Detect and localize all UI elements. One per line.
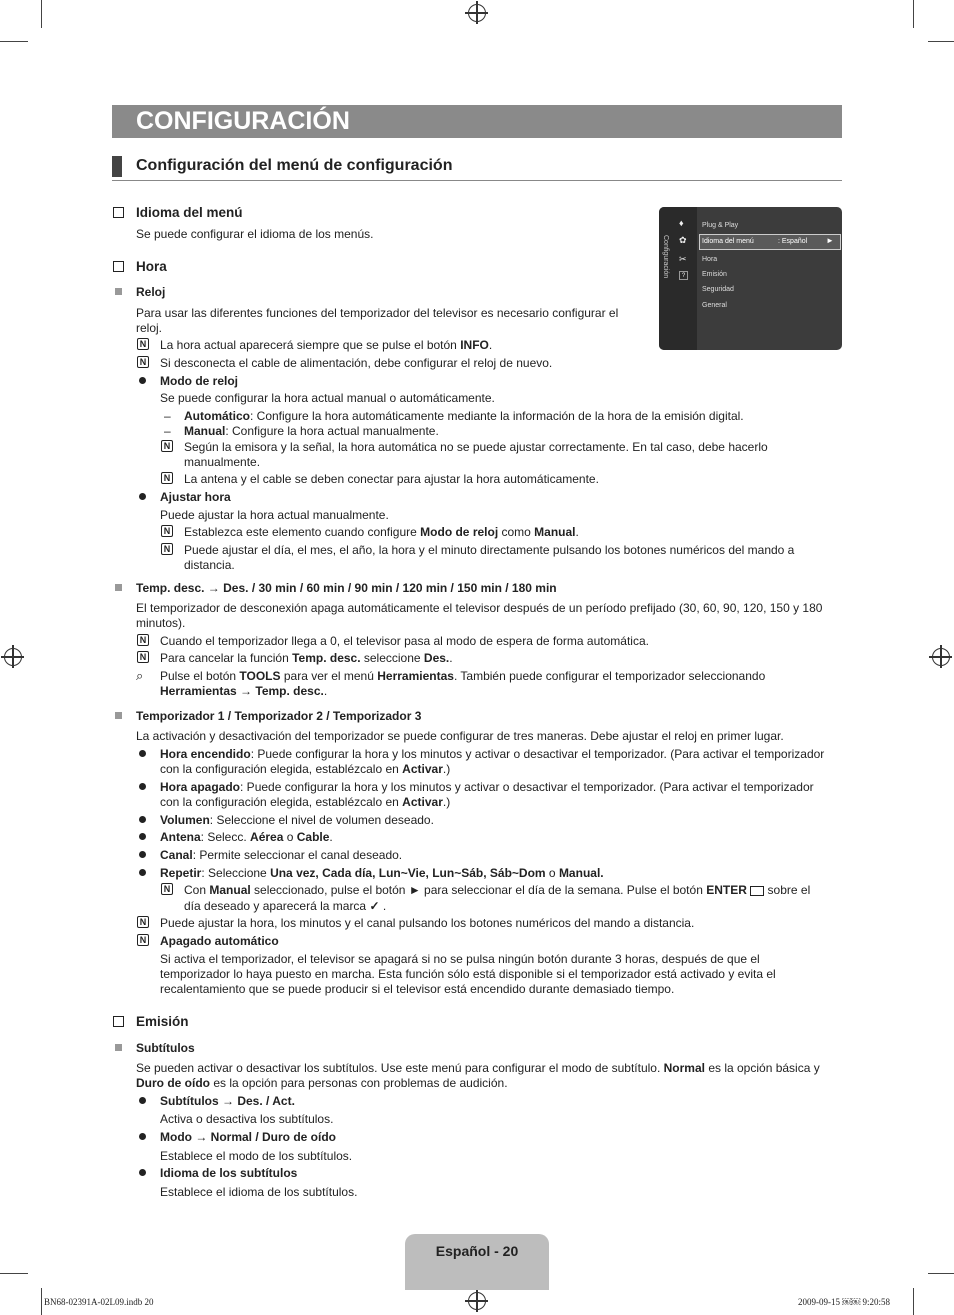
subtitulos-text: Duro de oído es la opción para personas con problemas de audición. xyxy=(136,1076,508,1090)
crop-mark xyxy=(913,0,914,28)
modo-label: Modo de reloj xyxy=(160,374,238,388)
footer-file: BN68-02391A-02L09.indb 20 xyxy=(44,1297,154,1307)
note-text: La hora actual aparecerá siempre que se pulse el botón INFO. xyxy=(160,338,493,352)
page-title: CONFIGURACIÓN xyxy=(112,105,842,138)
tools-text: Herramientas → Temp. desc.. xyxy=(160,684,328,698)
option-text: Activa o desactiva los subtítulos. xyxy=(160,1112,334,1126)
tools-text: Pulse el botón TOOLS para ver el menú Herramientas. También puede configurar el temporizador seleccionando xyxy=(160,669,766,683)
temporizador-text: La activación y desactivación del temporizador se puede configurar de tres maneras. Debe ajustar el reloj en primer lugar. xyxy=(136,729,784,743)
footer-date: 2009-09-15 ￼￼ 9:20:58 xyxy=(798,1297,890,1307)
support-icon: ✂ xyxy=(679,254,687,264)
bullet-icon xyxy=(139,1133,146,1140)
menu-screenshot xyxy=(659,207,842,350)
heading-hora: Hora xyxy=(136,259,167,274)
idioma-text: Se puede configurar el idioma de los menús. xyxy=(136,227,374,241)
option-label: Idioma de los subtítulos xyxy=(160,1166,298,1180)
antena: Antena: Selecc. Aérea o Cable. xyxy=(160,830,333,844)
note-icon: N xyxy=(137,916,149,928)
crop-mark xyxy=(41,0,42,28)
bullet-icon xyxy=(139,493,146,500)
help-icon: ? xyxy=(679,271,688,280)
reloj-text: reloj. xyxy=(136,321,163,335)
heading-emision: Emisión xyxy=(136,1014,189,1029)
checkbox-icon xyxy=(113,261,124,272)
auto-option: Automático: Configure la hora automáticamente mediante la información de la hora de la emisión digital. xyxy=(184,409,744,423)
heading-idioma: Idioma del menú xyxy=(136,205,243,220)
square-bullet-icon xyxy=(115,712,122,719)
bullet-icon xyxy=(139,833,146,840)
registration-mark-icon xyxy=(468,1292,486,1310)
subtitulos-text: Se pueden activar o desactivar los subtítulos. Use este menú para configurar el modo de subtítulo. Normal es la opción básica y xyxy=(136,1061,820,1075)
repetir: Repetir: Seleccione Una vez, Cada día, Lun~Vie, Lun~Sáb, Sáb~Dom o Manual. xyxy=(160,866,604,880)
note-text: Según la emisora y la señal, la hora automática no se puede ajustar correctamente. En tal caso, debe hacerlo xyxy=(184,440,768,454)
enter-icon xyxy=(750,886,764,896)
menu-item-selected: Idioma del menú xyxy=(702,238,754,245)
note-icon: N xyxy=(161,525,173,537)
bullet-icon xyxy=(139,851,146,858)
note-text: Cuando el temporizador llega a 0, el televisor pasa al modo de espera de forma automática. xyxy=(160,634,649,648)
menu-item: Plug & Play xyxy=(702,222,739,229)
square-bullet-icon xyxy=(115,1044,122,1051)
hora-apagado: Hora apagado: Puede configurar la hora y los minutos y activar o desactivar el temporizador. (Para activar el temporizador xyxy=(160,780,814,794)
section-title xyxy=(112,156,842,181)
registration-mark-icon xyxy=(468,4,486,22)
subtitulos-label: Subtítulos xyxy=(136,1041,195,1055)
section-marker xyxy=(112,156,122,177)
apagado-label: Apagado automático xyxy=(160,934,279,948)
note-text: distancia. xyxy=(184,558,235,572)
note-icon: N xyxy=(137,651,149,663)
note-icon: N xyxy=(137,338,149,350)
temp-desc-text: El temporizador de desconexión apaga automáticamente el televisor después de un período prefijado (30, 60, 90, 120, 150 y 180 xyxy=(136,601,823,615)
settings-icon: ✿ xyxy=(679,235,687,245)
volumen: Volumen: Seleccione el nivel de volumen deseado. xyxy=(160,813,434,827)
input-icon: ♦ xyxy=(679,218,684,228)
note-icon: N xyxy=(161,472,173,484)
dash-icon: – xyxy=(164,424,171,438)
bullet-icon xyxy=(139,750,146,757)
reloj-label: Reloj xyxy=(136,285,166,299)
note-icon: N xyxy=(161,543,173,555)
menu-sidebar xyxy=(659,207,697,350)
bullet-icon xyxy=(139,783,146,790)
check-icon: ✓ xyxy=(369,899,380,913)
checkbox-icon xyxy=(113,207,124,218)
bullet-icon xyxy=(139,377,146,384)
hora-encendido: con la configuración elegida, establézcalo en Activar.) xyxy=(160,762,451,776)
note-text: La antena y el cable se deben conectar para ajustar la hora automáticamente. xyxy=(184,472,599,486)
note-icon: N xyxy=(137,934,149,946)
manual-option: Manual: Configure la hora actual manualmente. xyxy=(184,424,439,438)
menu-item: Emisión xyxy=(702,271,727,278)
bullet-icon xyxy=(139,1097,146,1104)
menu-side-label: Configuración xyxy=(662,235,669,279)
menu-item: Hora xyxy=(702,256,718,263)
ajustar-text: Puede ajustar la hora actual manualmente. xyxy=(160,508,389,522)
note-text: Con Manual seleccionado, pulse el botón ► para seleccionar el día de la semana. Pulse el botón ENTER sobre el xyxy=(184,883,811,897)
section-title-text: Configuración del menú de configuración xyxy=(136,157,453,174)
square-bullet-icon xyxy=(115,288,122,295)
crop-mark xyxy=(928,41,954,42)
dash-icon: – xyxy=(164,409,171,423)
checkbox-icon xyxy=(113,1016,124,1027)
bullet-icon xyxy=(139,816,146,823)
option-text: Establece el modo de los subtítulos. xyxy=(160,1149,353,1163)
option-label: Subtítulos → Des. / Act. xyxy=(160,1094,295,1108)
bullet-icon xyxy=(139,869,146,876)
note-text: Para cancelar la función Temp. desc. seleccione Des.. xyxy=(160,651,453,665)
option-label: Modo → Normal / Duro de oído xyxy=(160,1130,336,1144)
crop-mark xyxy=(41,1288,42,1315)
square-bullet-icon xyxy=(115,584,122,591)
ajustar-label: Ajustar hora xyxy=(160,490,231,504)
hora-encendido: Hora encendido: Puede configurar la hora y los minutos y activar o desactivar el temporizador. (Para activar el temporizador xyxy=(160,747,825,761)
note-icon: N xyxy=(161,883,173,895)
note-text: día deseado y aparecerá la marca ✓ . xyxy=(184,899,387,913)
option-text: Establece el idioma de los subtítulos. xyxy=(160,1185,358,1199)
modo-text: Se puede configurar la hora actual manual o automáticamente. xyxy=(160,391,495,405)
crop-mark xyxy=(913,1288,914,1315)
crop-mark xyxy=(928,1273,954,1274)
note-icon: N xyxy=(137,356,149,368)
menu-selected-value: : Español xyxy=(778,238,808,245)
apagado-text: recalentamiento que se puede producir si el televisor está encendido durante demasiado tiempo. xyxy=(160,982,675,996)
note-text: manualmente. xyxy=(184,455,261,469)
registration-mark-icon xyxy=(4,648,22,666)
apagado-text: temporizador lo haya puesto en marcha. Esta función sólo está disponible si el temporizador está activado y evita el xyxy=(160,967,776,981)
apagado-text: Si activa el temporizador, el televisor se apagará si no se pulsa ningún botón durante 3 horas, después de que el xyxy=(160,952,760,966)
crop-mark xyxy=(0,1273,28,1274)
menu-item: General xyxy=(702,302,727,309)
canal: Canal: Permite seleccionar el canal deseado. xyxy=(160,848,403,862)
bullet-icon xyxy=(139,1169,146,1176)
note-icon: N xyxy=(137,634,149,646)
page-number-tab: Español - 20 xyxy=(405,1234,549,1290)
crop-mark xyxy=(0,41,28,42)
registration-mark-icon xyxy=(932,648,950,666)
hora-apagado: con la configuración elegida, establézcalo en Activar.) xyxy=(160,795,451,809)
note-text: Puede ajustar la hora, los minutos y el canal pulsando los botones numéricos del mando a distancia. xyxy=(160,916,695,930)
temp-desc-text: minutos). xyxy=(136,616,186,630)
tools-icon: ⌕ xyxy=(136,668,144,683)
note-icon: N xyxy=(161,440,173,452)
note-text: Establezca este elemento cuando configure Modo de reloj como Manual. xyxy=(184,525,579,539)
note-text: Si desconecta el cable de alimentación, debe configurar el reloj de nuevo. xyxy=(160,356,553,370)
arrow-right-icon: ► xyxy=(826,236,834,245)
menu-item: Seguridad xyxy=(702,286,734,293)
temporizador-label: Temporizador 1 / Temporizador 2 / Temporizador 3 xyxy=(136,709,422,723)
note-text: Puede ajustar el día, el mes, el año, la hora y el minuto directamente pulsando los botones numéricos del mando a xyxy=(184,543,795,557)
reloj-text: Para usar las diferentes funciones del temporizador del televisor es necesario configurar el xyxy=(136,306,619,320)
temp-desc-label: Temp. desc. → Des. / 30 min / 60 min / 90 min / 120 min / 150 min / 180 min xyxy=(136,581,557,595)
